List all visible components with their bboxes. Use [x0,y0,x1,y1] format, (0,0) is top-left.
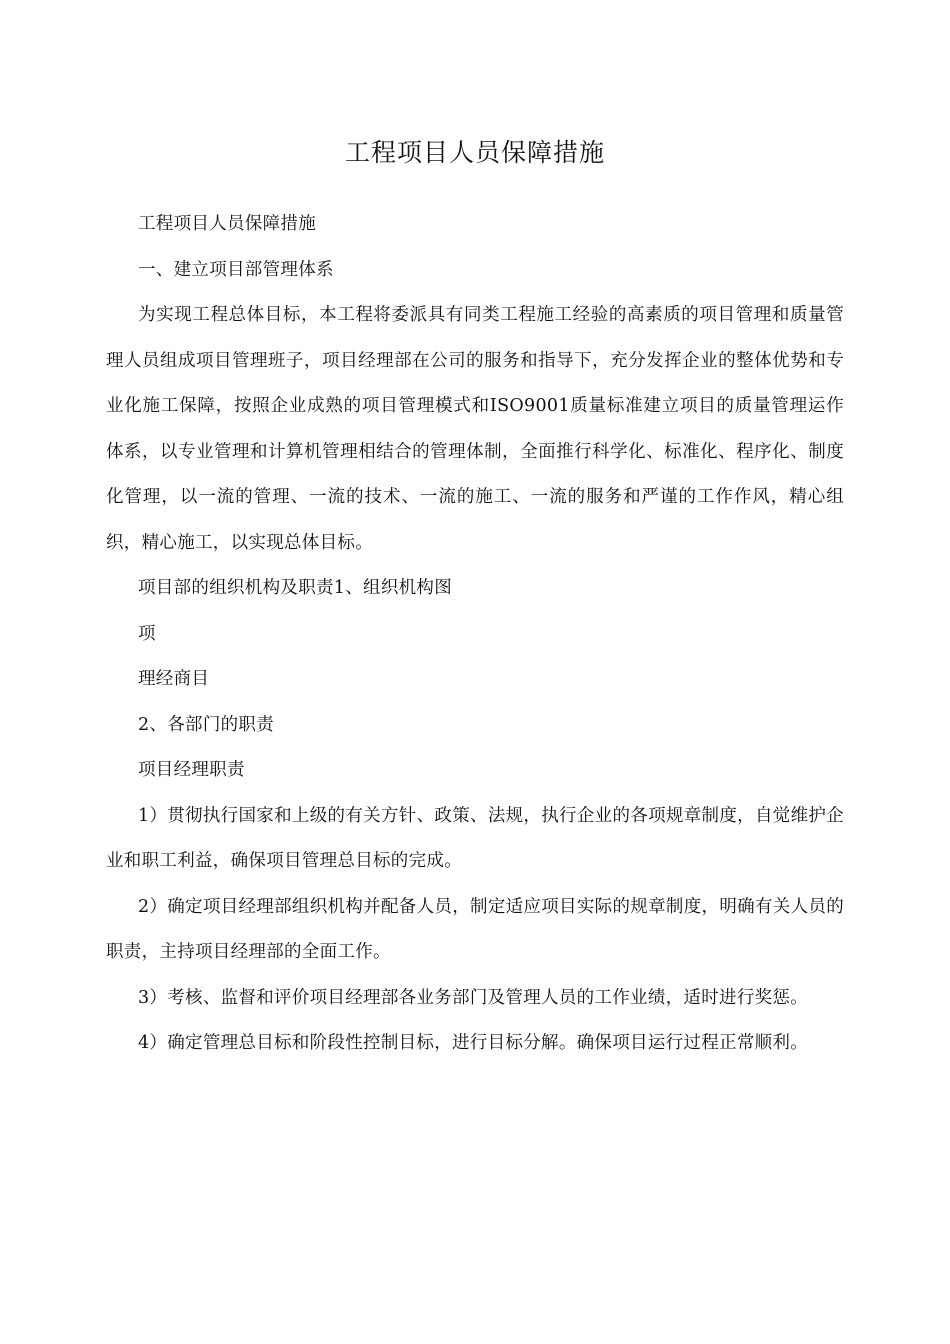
paragraph: 4）确定管理总目标和阶段性控制目标，进行目标分解。确保项目运行过程正常顺利。 [138,1033,809,1053]
paragraph: 3）考核、监督和评价项目经理部各业务部门及管理人员的工作业绩，适时进行奖惩。 [138,987,809,1008]
paragraph-heading: 工程项目人员保障措施 [138,214,316,234]
section-heading: 一、建立项目部管理体系 [138,259,334,280]
paragraph: 理经商目 [138,669,210,689]
paragraph: 项 [138,623,156,644]
paragraph: 2）确定项目经理部组织机构并配备人员，制定适应项目实际的规章制度，明确有关人员的职责，主持项目经理部的全面工作。 [106,896,844,962]
paragraph: 1）贯彻执行国家和上级的有关方针、政策、法规，执行企业的各项规章制度，自觉维护企业和职工利益，确保项目管理总目标的完成。 [106,805,844,871]
paragraph: 项目部的组织机构及职责1、组织机构图 [138,578,453,598]
paragraph: 项目经理职责 [138,760,245,780]
paragraph: 2、各部门的职责 [138,714,275,735]
document-body [106,202,844,1067]
document-title: 工程项目人员保障措施 [344,138,605,167]
paragraph: 为实现工程总体目标，本工程将委派具有同类工程施工经验的高素质的项目管理和质量管理人员组成项目管理班子，项目经理部在公司的服务和指导下，充分发挥企业的整体优势和专业化施工保障，按照企业成熟的项目管理模式和ISO9001质量标准建立项目的质量管理运作体系，以专业管理和计算机管理相结合的管理体制，全面推行科学化、标准化、程序化、制度化管理，以一流的管理、一流的技术、一流的施工、一流的服务和严谨的工作作风，精心组织，精心施工，以实现总体目标。 [106,305,844,553]
